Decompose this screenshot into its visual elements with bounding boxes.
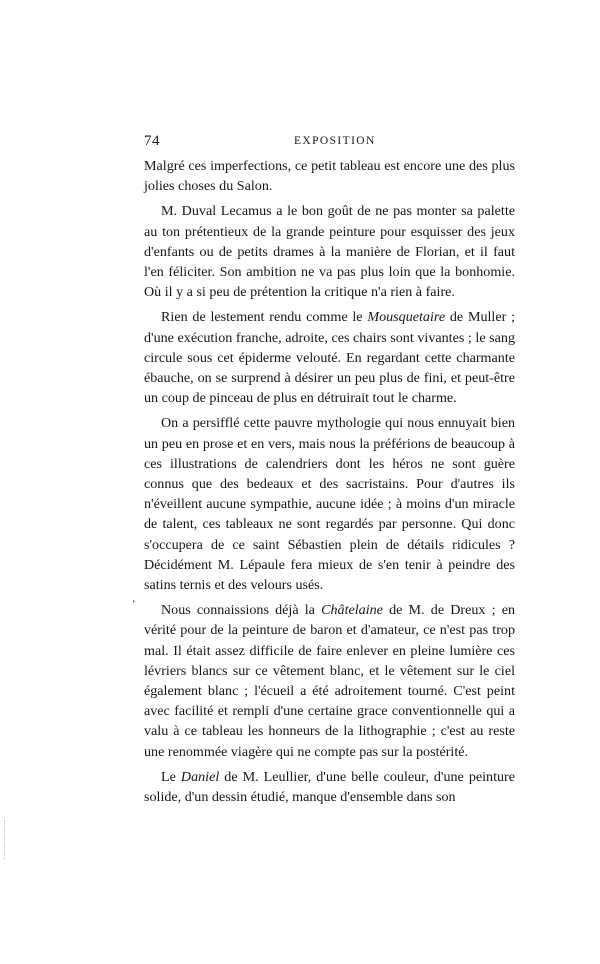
- text-run: Nous connaissions déjà la: [161, 602, 322, 619]
- text-run: Le: [161, 768, 181, 785]
- page-number: 74: [144, 133, 160, 149]
- paragraph: [144, 600, 515, 762]
- margin-mark: ‘: [132, 598, 136, 610]
- text-run: de M. Leullier, d'une belle couleur, d'une peinture solide, d'un dessin étudié, manque d'ensemble dans son: [144, 768, 515, 806]
- text-run: de M. de Dreux ; en vérité pour de la peinture de baron et d'amateur, ce n'est pas trop mal. Il était assez difficile de faire enlever en pleine lumière ces lévriers blancs sur ce vêtement blanc, et le vêtement sur le ciel également blanc ; l'écueil a été adroitement tourné. C'est peint avec facilité et rempli d'une certaine grace conventionnelle qui a valu à ce tableau les honneurs de la lithographie ; c'est au reste une renommée viagère qui ne compte pas sur la postérité.: [144, 602, 515, 760]
- paragraph: [144, 767, 515, 807]
- running-head: EXPOSITION: [294, 135, 376, 147]
- italic-title: Châtelaine: [321, 602, 383, 619]
- text-run: Rien de lestement rendu comme le: [161, 309, 368, 326]
- italic-title: Daniel: [180, 768, 220, 785]
- text-run: M. Duval Lecamus a le bon goût de ne pas monter sa palette au ton prétentieux de la grande peinture pour esquisser des jeux d'enfants ou de petits drames à la manière de Florian, et il faut l'en féliciter. Son ambition ne va pas plus loin que la bonhomie. Où il y a si peu de prétention la critique n'a rien à faire.: [144, 203, 515, 301]
- page-edge-specks: [4, 820, 7, 860]
- italic-title: Mousquetaire: [367, 309, 446, 326]
- paragraph: [144, 413, 515, 595]
- body-text: [144, 156, 515, 812]
- paragraph: [144, 307, 515, 408]
- text-run: Malgré ces imperfections, ce petit tableau est encore une des plus jolies choses du Salon.: [144, 158, 515, 195]
- page-header: [144, 133, 514, 151]
- paragraph: [144, 156, 515, 196]
- text-run: On a persifflé cette pauvre mythologie qui nous ennuyait bien un peu en prose et en vers, mais nous la préférions de beaucoup à ces illustrations de calendriers dont les héros ne sont guère connus que des bedeaux et des sacristains. Pour d'autres ils n'éveillent aucune sympathie, aucune idée ; à moins d'un miracle de talent, ces tableaux ne sont regardés par personne. Qui donc s'occupera de ce saint Sébastien plein de détails ridicules ? Décidément M. Lépaule fera mieux de s'en tenir à peindre des satins ternis et des velours usés.: [144, 415, 515, 594]
- text-run: de Muller ; d'une exécution franche, adroite, ces chairs sont vivantes ; le sang circule sous cet épiderme velouté. En regardant cette charmante ébauche, on se surprend à désirer un peu plus de fini, et peut-être un coup de pinceau de plus en détruirait tout le charme.: [144, 309, 515, 407]
- paragraph: [144, 201, 515, 302]
